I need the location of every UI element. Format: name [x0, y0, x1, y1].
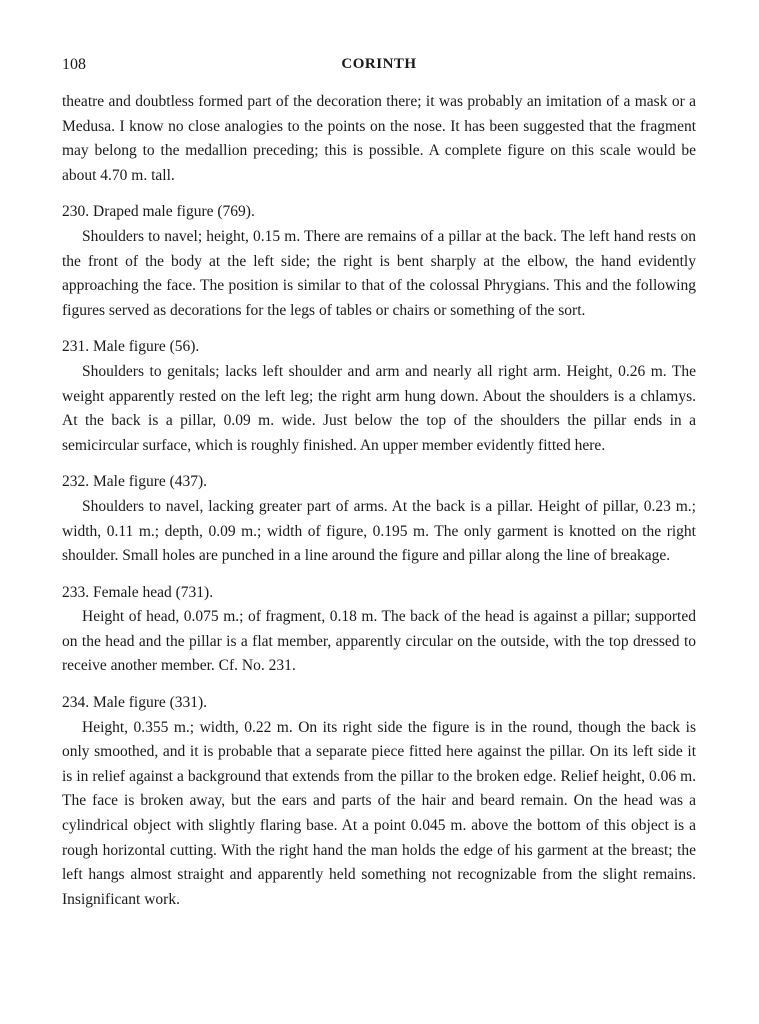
entry-text: Height of head, 0.075 m.; of fragment, 0.18 m. The back of the head is against a pillar; supported on the head and the pillar is a flat member, apparently circular on the outside, with the top dressed to receive another member. Cf. No. 231. — [62, 608, 696, 675]
entry-title: 233. Female head (731). — [62, 583, 214, 601]
catalog-entry-230 — [62, 200, 696, 323]
page-number: 108 — [62, 56, 86, 73]
entry-title: 230. Draped male figure (769). — [62, 203, 255, 221]
catalog-entry-232 — [62, 470, 696, 568]
intro-paragraph: theatre and doubtless formed part of the decoration there; it was probably an imitation of a mask or a Medusa. I know no close analogies to the points on the nose. It has been suggested that the fragment may belong to the medallion preceding; this is possible. A complete figure on this scale would be about 4.70 m. tall. — [62, 93, 696, 184]
catalog-entry-234 — [62, 691, 696, 912]
entry-text: Height, 0.355 m.; width, 0.22 m. On its right side the figure is in the round, though the back is only smoothed, and it is probable that a separate piece fitted here against the pillar. On its left side it is in relief against a background that extends from the pillar to the broken edge. Relief height, 0.06 m. The face is broken away, but the ears and parts of the hair and beard remain. On the head was a cylindrical object with slightly flaring base. At a point 0.045 m. above the bottom of this object is a rough horizontal cutting. With the right hand the man holds the edge of his garment at the breast; the left hangs almost straight and apparently held something not recognizable from the slight remains. Insignificant work. — [62, 718, 696, 908]
entry-title: 232. Male figure (437). — [62, 473, 208, 491]
entry-text: Shoulders to genitals; lacks left shoulder and arm and nearly all right arm. Height, 0.26 m. The weight apparently rested on the left leg; the right arm hung down. About the shoulders is a chlamys. At the back is a pillar, 0.09 m. wide. Just below the top of the shoulders the pillar ends in a semicircular surface, which is roughly finished. An upper member evidently fitted here. — [62, 362, 696, 454]
catalog-entry-233 — [62, 581, 696, 679]
page-body — [62, 90, 696, 912]
entry-text: Shoulders to navel; height, 0.15 m. There are remains of a pillar at the back. The left hand rests on the front of the body at the left side; the right is bent sharply at the elbow, the hand evidently approaching the face. The position is similar to that of the colossal Phrygians. This and the following figures served as decorations for the legs of tables or chairs or something of the sort. — [62, 227, 696, 319]
entry-title: 234. Male figure (331). — [62, 694, 208, 712]
entry-title: 231. Male figure (56). — [62, 338, 200, 356]
catalog-entry-231 — [62, 335, 696, 458]
entry-text: Shoulders to navel, lacking greater part of arms. At the back is a pillar. Height of pillar, 0.23 m.; width, 0.11 m.; depth, 0.09 m.; width of figure, 0.195 m. The only garment is knotted on the right shoulder. Small holes are punched in a line around the figure and pillar along the line of breakage. — [62, 497, 696, 565]
page-header — [62, 56, 696, 80]
running-title: CORINTH — [341, 56, 417, 72]
